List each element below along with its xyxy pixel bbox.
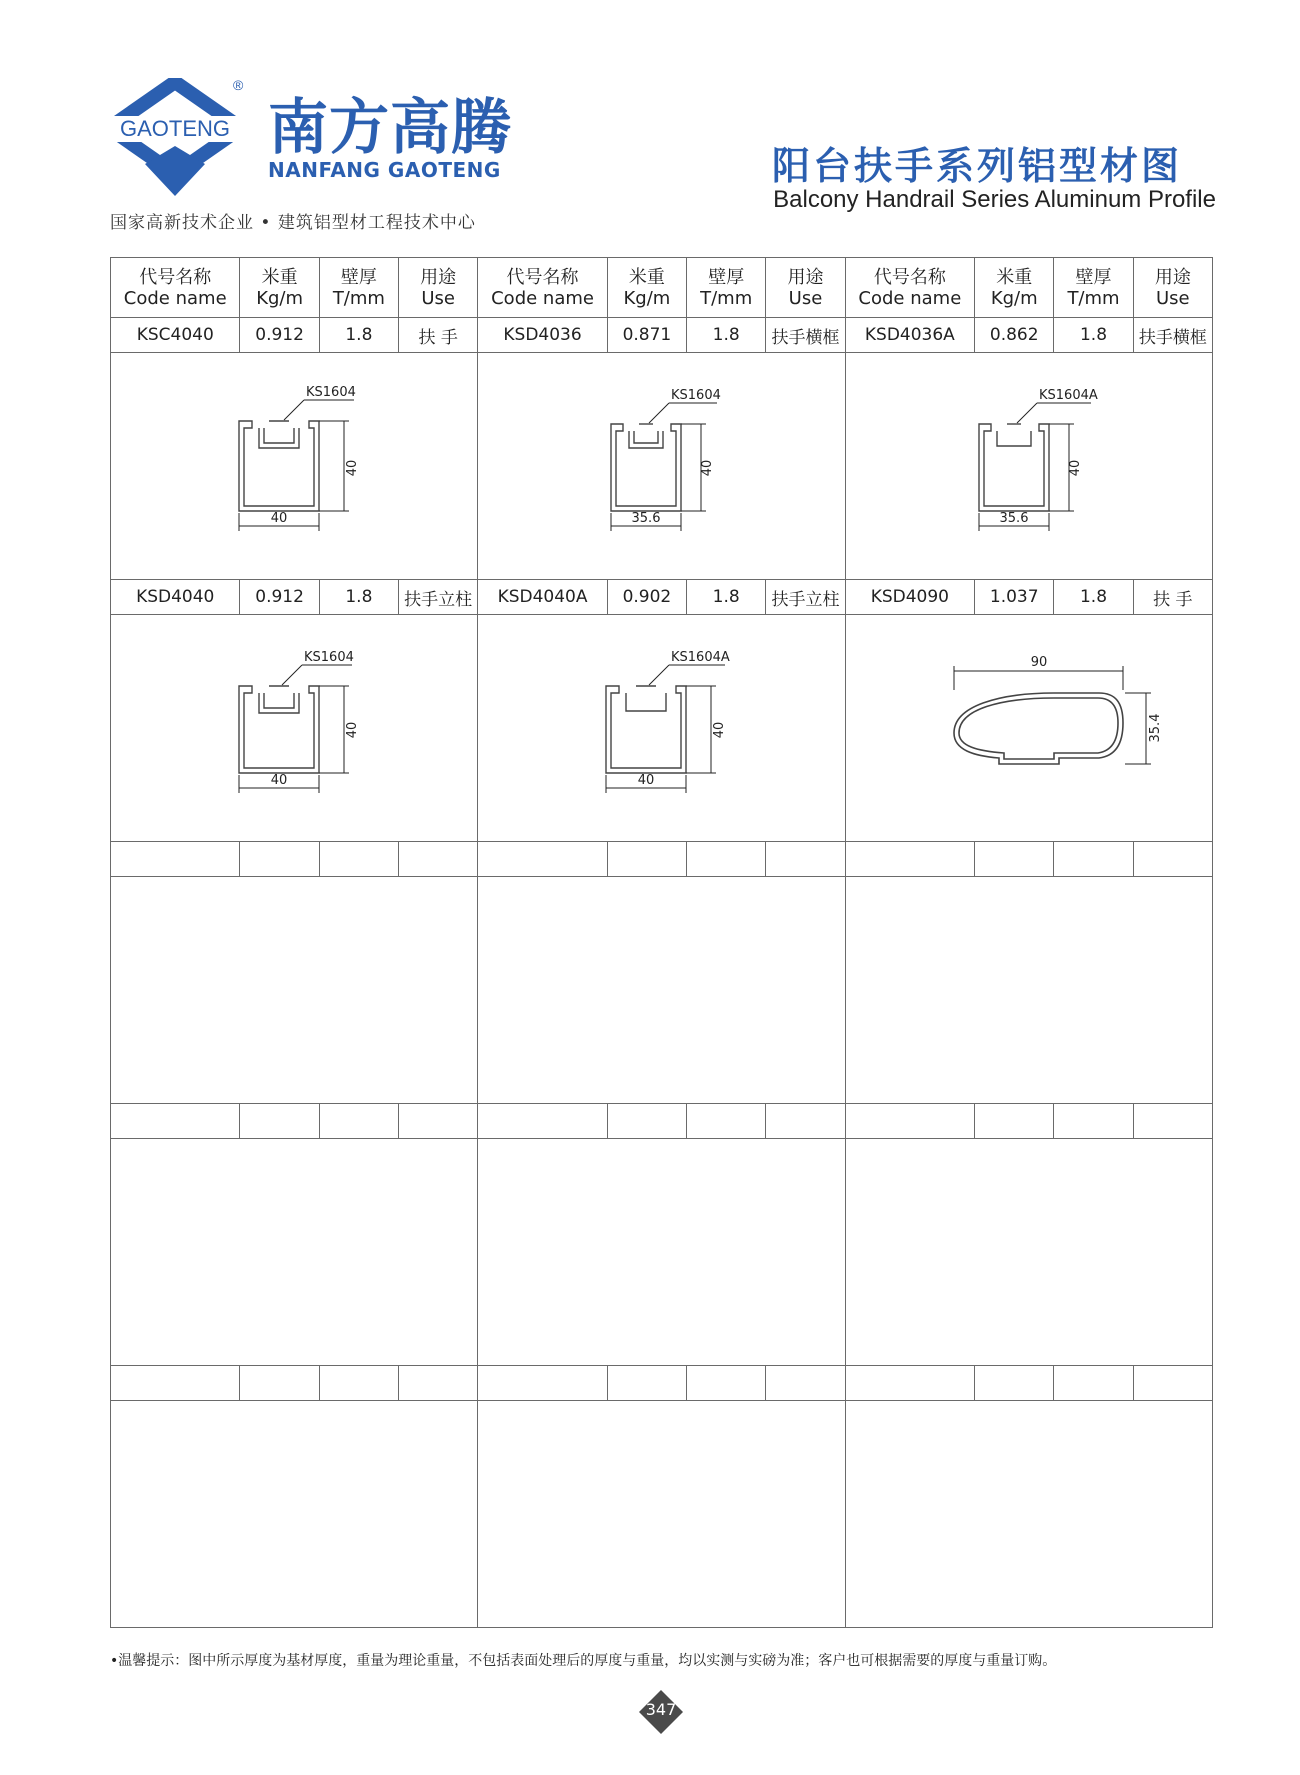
callout-label: KS1604A bbox=[1038, 388, 1098, 403]
callout-label: KS1604A bbox=[671, 650, 731, 665]
gaoteng-logo bbox=[105, 78, 245, 200]
empty-drawing-row bbox=[111, 1401, 1213, 1628]
table-row bbox=[111, 318, 1213, 353]
height-dim: 35.4 bbox=[1147, 713, 1163, 743]
height-dim: 40 bbox=[712, 721, 728, 739]
header-thickness: 壁厚 T/mm bbox=[319, 258, 398, 318]
table-row bbox=[111, 580, 1213, 615]
profile-code: KSC4040 bbox=[111, 318, 240, 353]
profile-drawing-ksc4040 bbox=[111, 353, 478, 580]
profile-use: 扶 手 bbox=[399, 318, 478, 353]
header-weight: 米重 Kg/m bbox=[240, 258, 319, 318]
profile-code: KSD4040 bbox=[111, 580, 240, 615]
brand-tagline: 国家高新技术企业 • 建筑铝型材工程技术中心 bbox=[110, 213, 476, 233]
header-code: 代号名称 Code name bbox=[845, 258, 974, 318]
profile-use: 扶手立柱 bbox=[399, 580, 478, 615]
header-weight: 米重 Kg/m bbox=[975, 258, 1054, 318]
profile-drawing-ksd4040a bbox=[478, 615, 845, 842]
brand-name-cn: 南方高腾 bbox=[268, 93, 512, 163]
profile-code: KSD4036A bbox=[845, 318, 974, 353]
profile-drawing-ksd4036 bbox=[478, 353, 845, 580]
profile-use: 扶手立柱 bbox=[766, 580, 845, 615]
header-use: 用途 Use bbox=[399, 258, 478, 318]
profile-thickness: 1.8 bbox=[1054, 318, 1133, 353]
profile-code: KSD4036 bbox=[478, 318, 607, 353]
profile-weight: 1.037 bbox=[975, 580, 1054, 615]
callout-label: KS1604 bbox=[304, 650, 355, 665]
profile-drawing-ksd4036a bbox=[845, 353, 1212, 580]
profile-thickness: 1.8 bbox=[687, 580, 766, 615]
empty-table-row bbox=[111, 1104, 1213, 1139]
header-use: 用途 Use bbox=[1133, 258, 1212, 318]
profile-drawing-ksd4090 bbox=[845, 615, 1212, 842]
brand-name-en: NANFANG GAOTENG bbox=[268, 158, 501, 182]
profile-weight: 0.862 bbox=[975, 318, 1054, 353]
page-title-en: Balcony Handrail Series Aluminum Profile bbox=[773, 186, 1216, 213]
width-dim: 90 bbox=[1030, 655, 1048, 670]
profile-table bbox=[110, 257, 1213, 1628]
table-header-row bbox=[111, 258, 1213, 318]
header-thickness: 壁厚 T/mm bbox=[1054, 258, 1133, 318]
page-number: 347 bbox=[645, 1700, 677, 1719]
profile-use: 扶手横框 bbox=[766, 318, 845, 353]
logo-text: GAOTENG bbox=[119, 116, 231, 141]
table-row-drawings bbox=[111, 353, 1213, 580]
profile-weight: 0.871 bbox=[607, 318, 686, 353]
profile-use: 扶 手 bbox=[1133, 580, 1212, 615]
callout-label: KS1604 bbox=[671, 388, 722, 403]
profile-thickness: 1.8 bbox=[319, 580, 398, 615]
profile-use: 扶手横框 bbox=[1133, 318, 1212, 353]
height-dim: 40 bbox=[1067, 459, 1083, 477]
profile-thickness: 1.8 bbox=[1054, 580, 1133, 615]
profile-thickness: 1.8 bbox=[319, 318, 398, 353]
empty-drawing-row bbox=[111, 877, 1213, 1104]
header-weight: 米重 Kg/m bbox=[607, 258, 686, 318]
empty-drawing-row bbox=[111, 1139, 1213, 1366]
header-thickness: 壁厚 T/mm bbox=[687, 258, 766, 318]
profile-code: KSD4040A bbox=[478, 580, 607, 615]
height-dim: 40 bbox=[345, 721, 361, 739]
table-row-drawings bbox=[111, 615, 1213, 842]
width-dim: 35.6 bbox=[631, 511, 661, 526]
page-title-cn: 阳台扶手系列铝型材图 bbox=[771, 144, 1182, 188]
width-dim: 40 bbox=[270, 511, 288, 526]
profile-thickness: 1.8 bbox=[687, 318, 766, 353]
header-code: 代号名称 Code name bbox=[111, 258, 240, 318]
empty-table-row bbox=[111, 842, 1213, 877]
width-dim: 40 bbox=[270, 773, 288, 788]
profile-weight: 0.912 bbox=[240, 318, 319, 353]
profile-weight: 0.912 bbox=[240, 580, 319, 615]
header-use: 用途 Use bbox=[766, 258, 845, 318]
height-dim: 40 bbox=[345, 459, 361, 477]
empty-table-row bbox=[111, 1366, 1213, 1401]
profile-weight: 0.902 bbox=[607, 580, 686, 615]
width-dim: 40 bbox=[638, 773, 655, 788]
header-code: 代号名称 Code name bbox=[478, 258, 607, 318]
width-dim: 35.6 bbox=[999, 511, 1029, 526]
registered-mark: ® bbox=[233, 78, 244, 93]
profile-drawing-ksd4040 bbox=[111, 615, 478, 842]
callout-label: KS1604 bbox=[306, 385, 357, 400]
footnote: •温馨提示：图中所示厚度为基材厚度，重量为理论重量，不包括表面处理后的厚度与重量，均以实测与实磅为准；客户也可根据需要的厚度与重量订购。 bbox=[110, 1653, 1057, 1669]
height-dim: 40 bbox=[700, 459, 716, 477]
profile-code: KSD4090 bbox=[845, 580, 974, 615]
